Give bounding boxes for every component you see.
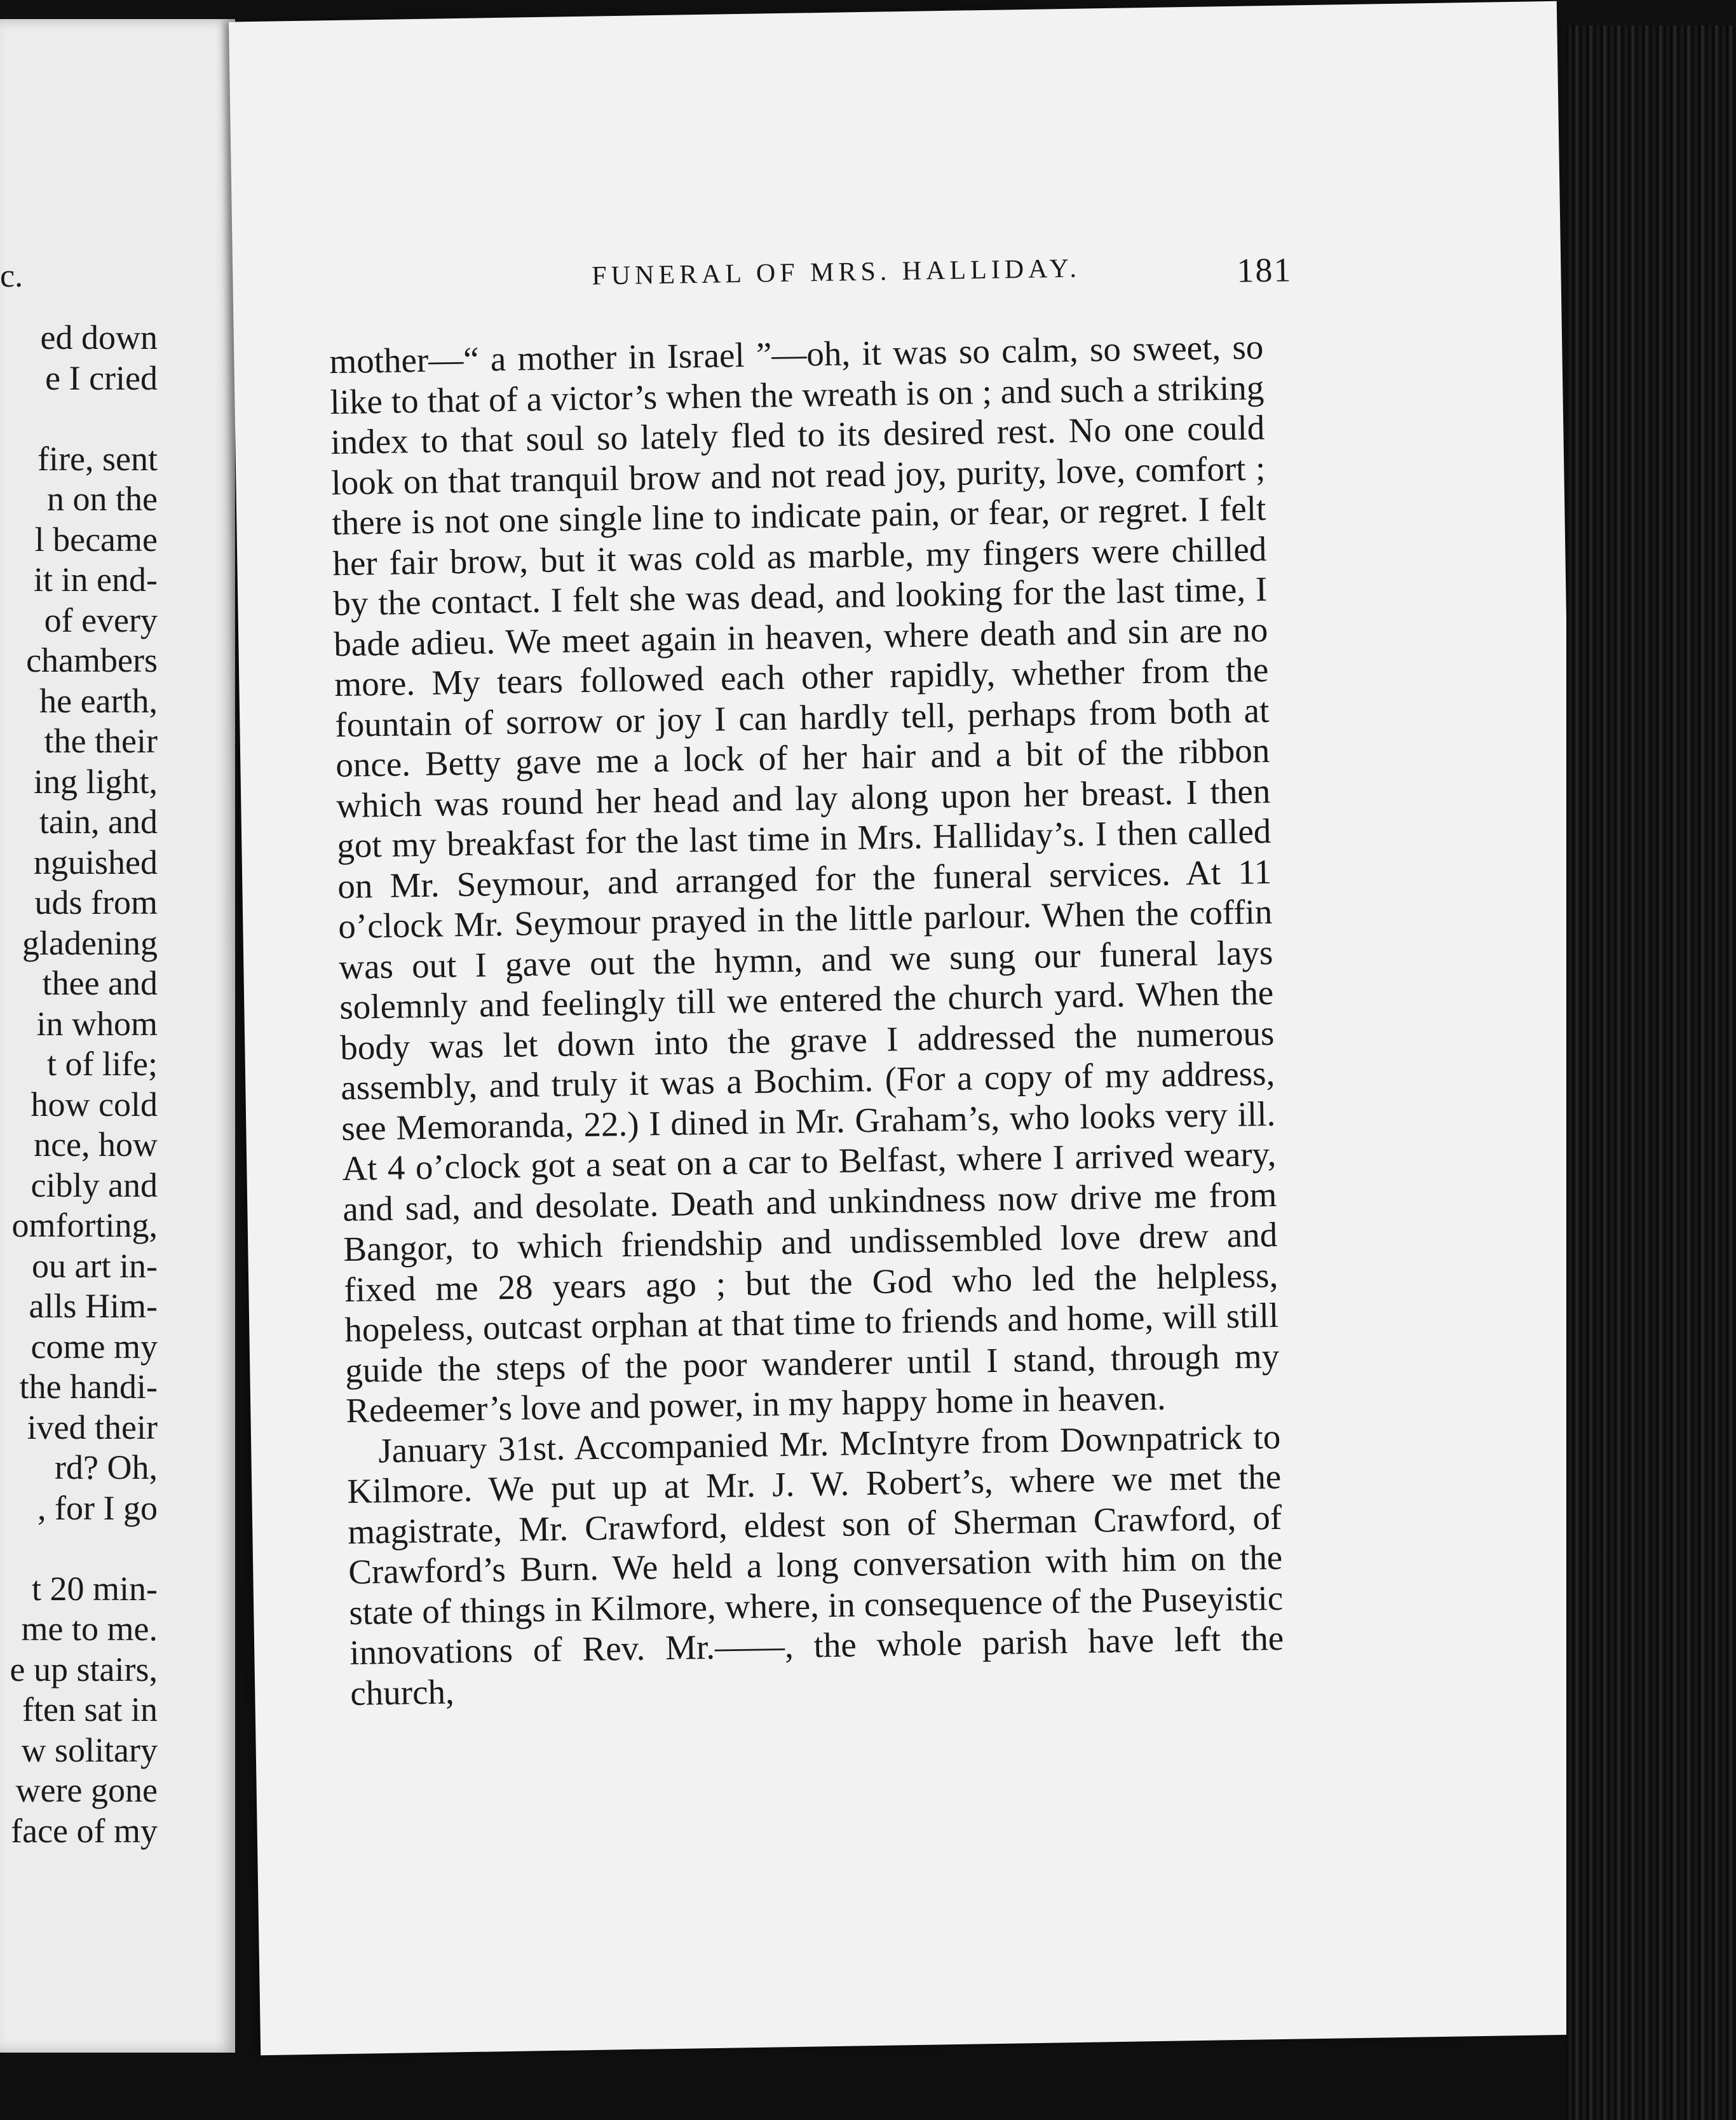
left-page-line: e I cried	[45, 358, 158, 397]
left-page-line: it in end-	[34, 561, 158, 599]
left-page-line: uds from	[34, 883, 158, 921]
book-edge	[1566, 25, 1736, 2120]
left-page-line: , for I go	[37, 1488, 158, 1527]
left-page-line: tain, and	[39, 803, 158, 841]
left-page-line: thee and	[42, 964, 158, 1002]
left-page-line: nguished	[34, 843, 158, 881]
left-page-line: nce, how	[34, 1125, 158, 1164]
left-page-line: w solitary	[21, 1730, 158, 1769]
left-page-line	[0, 1528, 158, 1569]
left-page-line: how cold	[31, 1085, 158, 1124]
paragraph: January 31st. Accompanied Mr. McIntyre from Downpatrick to Kilmore. We put up at Mr. J. W. Robert’s, where we met the magistrate, Mr. Crawford, eldest son of Sherman Crawford, of Crawford’s Burn. We held a long conversation with him on the state of things in Kilmore, where, in consequence of the Puseyistic innovations of Rev. Mr.——, the whole parish have left the church,	[346, 1417, 1284, 1713]
left-page-text	[0, 318, 159, 1851]
left-page-line: the handi-	[19, 1368, 158, 1406]
left-page-line: chambers	[26, 641, 158, 679]
left-page-line: of every	[44, 601, 158, 639]
running-title: FUNERAL OF MRS. HALLIDAY.	[591, 254, 1082, 291]
left-page-line: rd? Oh,	[55, 1448, 158, 1486]
left-page-line: cibly and	[31, 1165, 158, 1204]
left-page-line: ived their	[27, 1408, 158, 1446]
left-page-line: t of life;	[47, 1045, 158, 1083]
left-page	[0, 19, 235, 2053]
left-page-line: face of my	[11, 1811, 158, 1850]
left-page-line: in whom	[36, 1004, 158, 1043]
left-page-line: ed down	[40, 318, 158, 357]
left-page-line: alls Him-	[29, 1287, 158, 1325]
left-page-line: me to me.	[21, 1610, 158, 1648]
left-page-line: l became	[34, 520, 158, 559]
left-page-line: the their	[44, 722, 158, 760]
left-page-line: n on the	[47, 480, 158, 518]
left-page-line: omforting,	[11, 1206, 158, 1244]
right-page	[229, 1, 1589, 2055]
left-page-line: were gone	[15, 1771, 158, 1809]
left-page-line: ing light,	[33, 762, 158, 801]
page-number: 181	[1236, 250, 1292, 290]
body-text	[329, 327, 1285, 1713]
left-page-line: he earth,	[39, 681, 158, 720]
left-page-edge-mark: c.	[0, 258, 24, 294]
left-page-line: ou art in-	[32, 1246, 158, 1285]
left-page-line: come my	[31, 1327, 158, 1366]
left-page-line: gladening	[22, 923, 158, 962]
left-page-line: t 20 min-	[32, 1569, 158, 1608]
left-page-line	[0, 398, 158, 439]
left-page-line: ften sat in	[22, 1690, 158, 1729]
paragraph: mother—“ a mother in Israel ”—oh, it was so calm, so sweet, so like to that of a victor’s when the wreath is on ; and such a striking index to that soul so lately fled to its desired rest. No one could look on that tranquil brow and not read joy, purity, love, comfort ; there is not one single line to indicate pain, or fear, or regret. I felt her fair brow, but it was cold as marble, my fingers were chilled by the contact. I felt she was dead, and looking for the last time, I bade adieu. We meet again in heaven, where death and sin are no more. My tears followed each other rapidly, whether from the fountain of sorrow or joy I can hardly tell, perhaps from both at once. Betty gave me a lock of her hair and a bit of the ribbon which was round her head and lay along upon her breast. I then got my breakfast for the last time in Mrs. Halliday’s. I then called on Mr. Seymour, and arranged for the funeral services. At 11 o’clock Mr. Seymour prayed in the little parlour. When the coffin was out I gave out the hymn, and we sung our funeral lays solemnly and feelingly till we entered the church yard. When the body was let down into the grave I addressed the numerous assembly, and truly it was a Bochim. (For a copy of my address, see Memoranda, 22.) I dined in Mr. Graham’s, who looks very ill. At 4 o’clock got a seat on a car to Belfast, where I arrived weary, and sad, and desolate. Death and unkindness now drive me from Bangor, to which friendship and undissembled love drew and fixed me 28 years ago ; but the God who led the helpless, hopeless, outcast orphan at that time to friends and home, will still guide the steps of the poor wanderer until I stand, through my Redeemer’s love and power, in my happy home in heaven.	[329, 327, 1280, 1430]
left-page-line: e up stairs,	[10, 1650, 158, 1689]
left-page-line: fire, sent	[37, 439, 158, 478]
